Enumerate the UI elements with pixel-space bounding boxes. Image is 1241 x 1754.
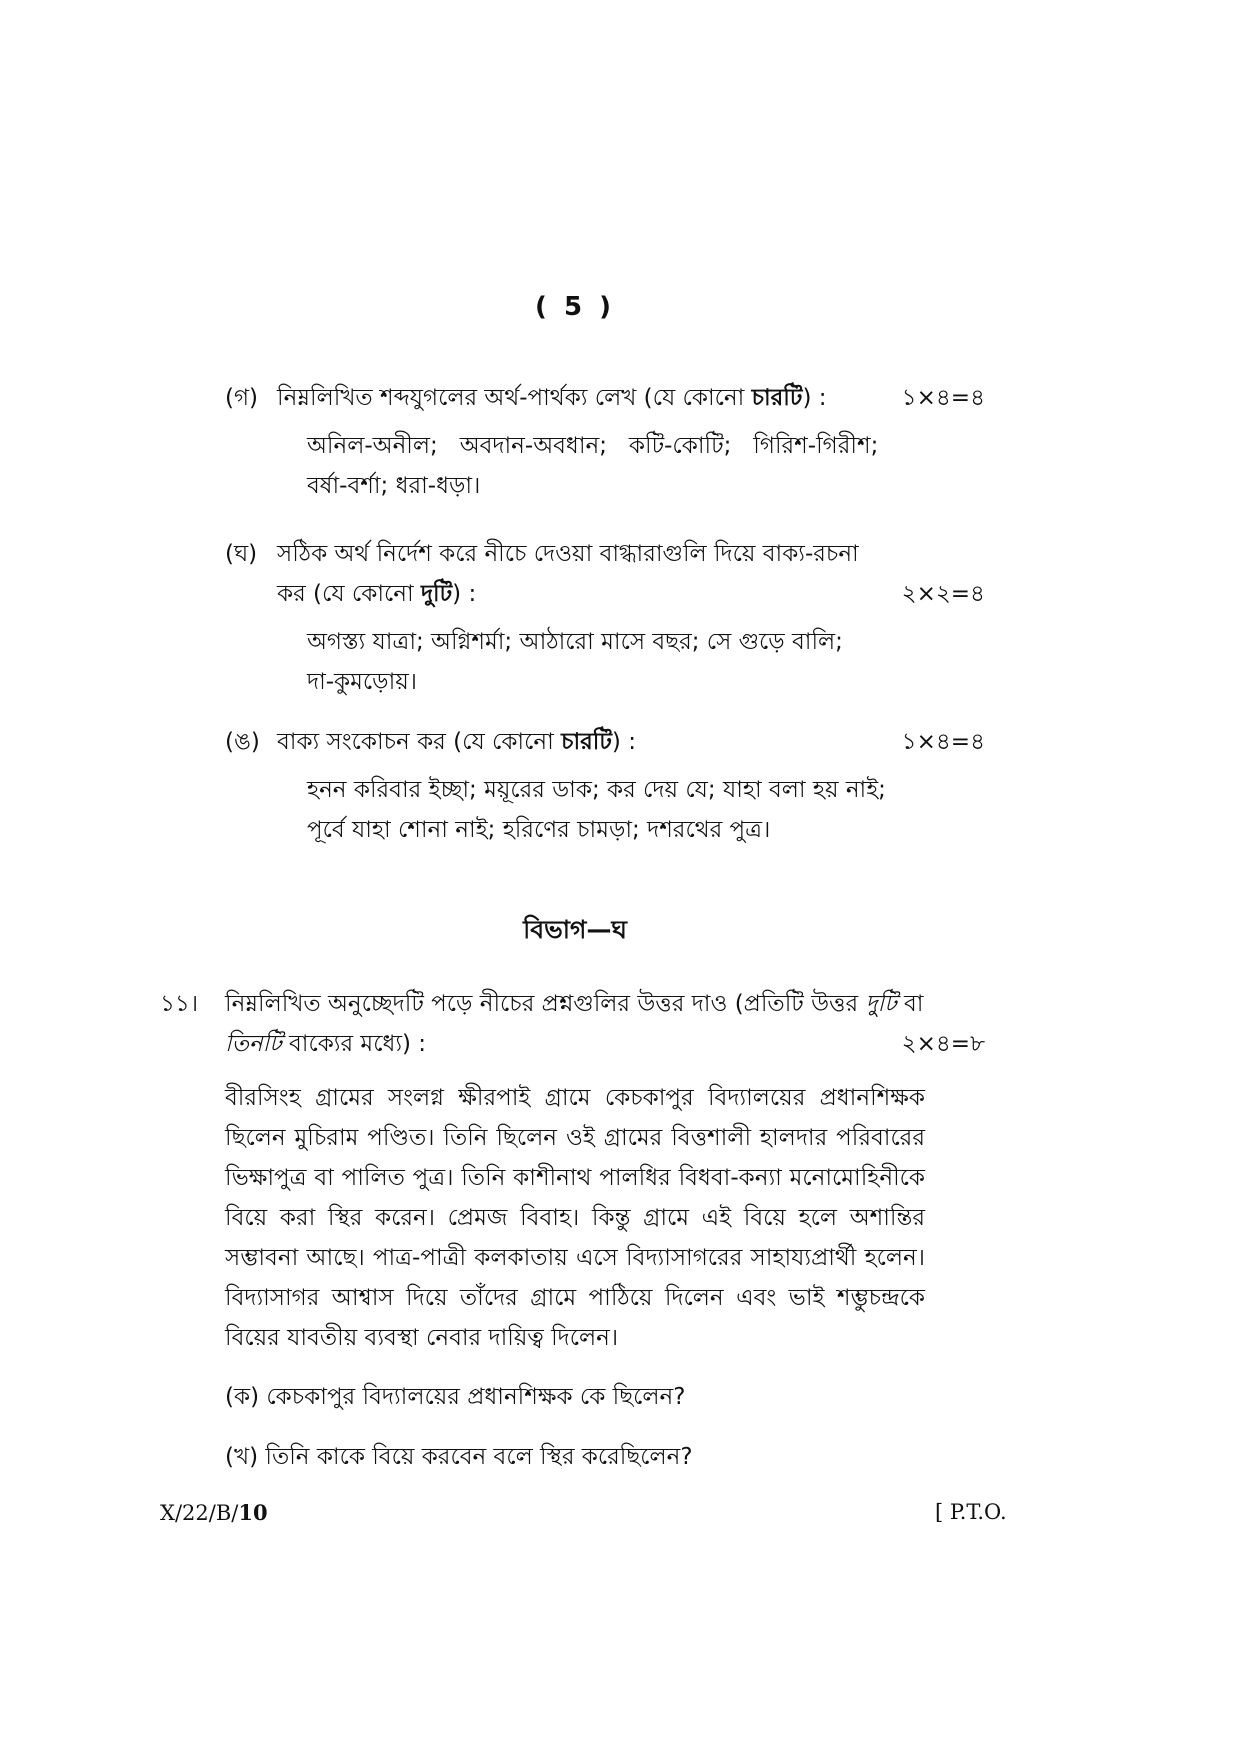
page-number: ( 5 ) — [535, 292, 615, 322]
question-label: ১১। — [160, 991, 199, 1017]
section-heading: বিভাগ—ঘ — [523, 915, 627, 944]
question-text: সঠিক অর্থ নির্দেশ করে নীচে দেওয়া বাগ্ধারাগুলি দিয়ে বাক্য-রচনা কর (যে কোনো দুটি) : — [277, 541, 859, 607]
question-text: নিম্নলিখিত অনুচ্ছেদটি পড়ে নীচের প্রশ্নগুলির উত্তর দাও (প্রতিটি উত্তর দুটি বা তিনটি বাক্যের মধ্যে) : — [225, 991, 924, 1057]
paper-code: X/22/B/10 — [160, 1500, 268, 1525]
sub-question-kha: (খ) তিনি কাকে বিয়ে করবেন বলে স্থির করেছিলেন? — [225, 1444, 693, 1470]
question-uma — [225, 722, 985, 850]
passage: বীরসিংহ গ্রামের সংলগ্ন ক্ষীরপাই গ্রামে কেচকাপুর বিদ্যালয়ের প্রধানশিক্ষক ছিলেন মুচিরাম পণ্ডিত। তিনি ছিলেন ওই গ্রামের বিত্তশালী হালদার পরিবারের ভিক্ষাপুত্র বা পালিত পুত্র। তিনি কাশীনাথ পালধির বিধবা-কন্যা মনোমোহিনীকে বিয়ে করা স্থির করেন। প্রেমজ বিবাহ। কিন্তু গ্রামে এই বিয়ে হলে অশান্তির সম্ভাবনা আছে। পাত্র-পাত্রী কলকাতায় এসে বিদ্যাসাগরের সাহায্যপ্রার্থী হলেন। বিদ্যাসাগর আশ্বাস দিয়ে তাঁদের গ্রামে পাঠিয়ে দিলেন এবং ভাই শম্ভুচন্দ্রকে বিয়ের যাবতীয় ব্যবস্থা নেবার দায়িত্ব দিলেন। — [225, 1085, 925, 1351]
question-gha — [225, 534, 985, 702]
question-label: (ঙ) — [225, 729, 260, 755]
question-body: অগস্ত্য যাত্রা; অগ্নিশর্মা; আঠারো মাসে বছর; সে গুড়ে বালি; দা-কুমড়োয়। — [307, 629, 843, 695]
marks: ১×৪=৪ — [901, 385, 985, 411]
question-11 — [160, 984, 985, 1064]
pto-label: [ P.T.O. — [935, 1500, 1007, 1524]
question-text: নিম্নলিখিত শব্দযুগলের অর্থ-পার্থক্য লেখ (যে কোনো চারটি) : — [277, 385, 827, 411]
question-body: অনিল-অনীল; অবদান-অবধান; কটি-কোটি; গিরিশ-গিরীশ; বর্ষা-বর্শা; ধরা-ধড়া। — [307, 433, 879, 499]
question-text: বাক্য সংকোচন কর (যে কোনো চারটি) : — [277, 729, 636, 755]
marks: ২×২=৪ — [901, 581, 985, 607]
sub-question-ka: (ক) কেচকাপুর বিদ্যালয়ের প্রধানশিক্ষক কে ছিলেন? — [225, 1384, 686, 1410]
question-label: (ঘ) — [225, 541, 258, 567]
marks: ২×৪=৮ — [901, 1031, 985, 1057]
marks: ১×৪=৪ — [901, 729, 985, 755]
question-label: (গ) — [225, 385, 259, 411]
question-ga — [225, 378, 985, 506]
question-body: হনন করিবার ইচ্ছা; ময়ূরের ডাক; কর দেয় যে; যাহা বলা হয় নাই; পূর্বে যাহা শোনা নাই; হরিণের চামড়া; দশরথের পুত্র। — [307, 777, 886, 843]
